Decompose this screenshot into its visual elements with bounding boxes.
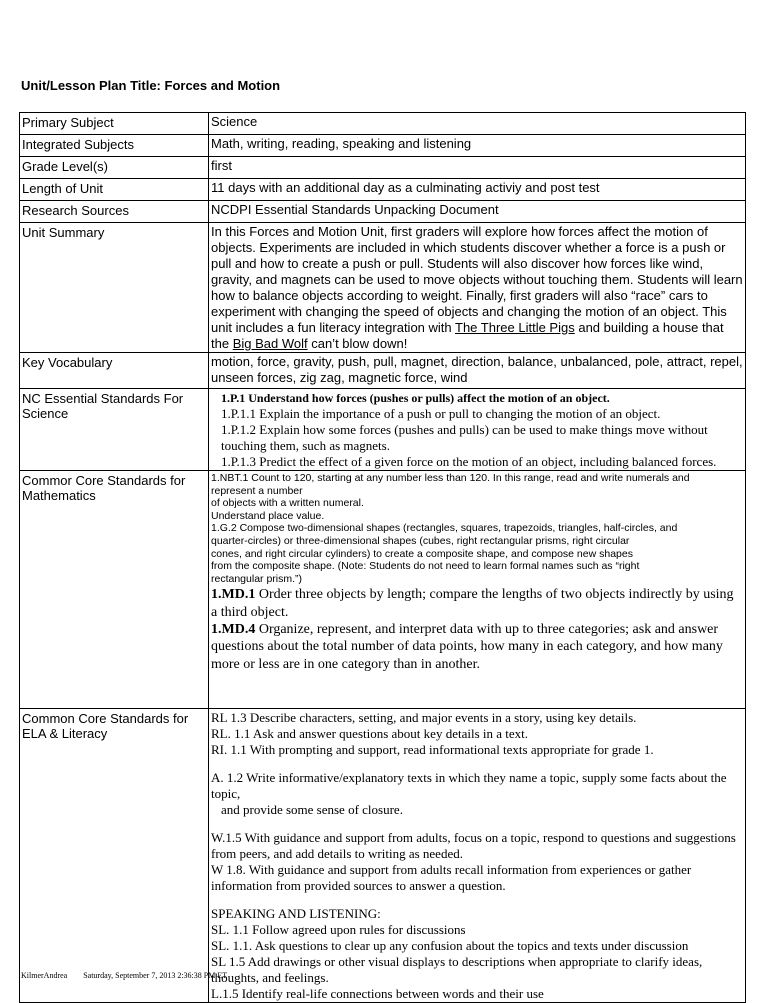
math-line: of objects with a written numeral. (211, 497, 364, 510)
math-line: quarter-circles) or three-dimensional shapes (cubes, right rectangular prisms, right circular (211, 534, 630, 547)
math-line: represent a number (211, 484, 303, 497)
ela-line: and provide some sense of closure. (221, 802, 403, 817)
row-value-math-standards (209, 471, 746, 709)
ela-heading: SPEAKING AND LISTENING: (211, 906, 381, 921)
page-footer (21, 971, 241, 980)
summary-text: and building a house that the (211, 320, 724, 351)
standard-code: 1.MD.1 (211, 587, 256, 603)
row-value-primary-subject: Science (209, 113, 746, 135)
row-value-grade-level: first (209, 157, 746, 179)
ela-line: SL. 1.1 Follow agreed upon rules for discussions (211, 922, 466, 937)
ela-line: W.1.5 With guidance and support from adults, focus on a topic, respond to questions and suggestions from peers, and add details to writing as needed. (211, 830, 736, 861)
table-row (20, 135, 746, 157)
table-row (20, 709, 746, 1003)
table-row (20, 113, 746, 135)
footer-timestamp: Saturday, September 7, 2013 2:36:38 PM ET (83, 971, 228, 980)
table-row (20, 157, 746, 179)
ela-line: W 1.8. With guidance and support from adults recall information from experiences or gather information from provided sources to answer a question. (211, 862, 692, 893)
math-line: from the composite shape. (Note: Students do not need to learn formal names such as “right (211, 560, 640, 573)
villain-name: Big Bad Wolf (232, 336, 308, 351)
table-row (20, 201, 746, 223)
table-row (20, 389, 746, 471)
ela-line: A. 1.2 Write informative/explanatory texts in which they name a topic, supply some facts about the topic, (211, 770, 727, 801)
row-label-research-sources: Research Sources (20, 201, 209, 223)
standard-item: 1.P.1.1 Explain the importance of a push or pull to changing the motion of an object. (221, 406, 661, 421)
row-value-length-of-unit: 11 days with an additional day as a culminating activiy and post test (209, 179, 746, 201)
row-value-ela-standards (209, 709, 746, 1003)
ela-line: SL 1.5 Add drawings or other visual displays to descriptions when appropriate to clarify ideas, thoughts, and feelings. (211, 954, 703, 985)
standard-text: Organize, represent, and interpret data with up to three categories; ask and answer questions about the total number of data points, how many in each category, and how many more or less are in one category than in another. (211, 621, 723, 672)
table-row (20, 179, 746, 201)
ela-line: RL. 1.1 Ask and answer questions about key details in a text. (211, 726, 529, 741)
page-title: Unit/Lesson Plan Title: Forces and Motion (21, 78, 281, 93)
ela-line: L.1.5 Identify real-life connections between words and their use (211, 986, 544, 1001)
row-value-key-vocabulary: motion, force, gravity, push, pull, magnet, direction, balance, unbalanced, pole, attract, repel, unseen forces, zig zag, magnetic force, wind (209, 353, 746, 389)
row-label-unit-summary: Unit Summary (20, 223, 209, 353)
standard-item: 1.P.1.3 Predict the effect of a given force on the motion of an object, including balanced forces. (221, 454, 717, 469)
standard-item: 1.P.1.2 Explain how some forces (pushes and pulls) can be used to make things move without touching them, such as magnets. (221, 422, 708, 453)
ela-line: RL 1.3 Describe characters, setting, and major events in a story, using key details. (211, 710, 637, 725)
math-standard-md1 (211, 586, 743, 621)
row-label-length-of-unit: Length of Unit (20, 179, 209, 201)
table-row (20, 471, 746, 709)
row-value-research-sources: NCDPI Essential Standards Unpacking Document (209, 201, 746, 223)
standard-text: Order three objects by length; compare the lengths of two objects indirectly by using a third object. (211, 587, 734, 620)
row-label-key-vocabulary: Key Vocabulary (20, 353, 209, 389)
row-value-unit-summary (209, 223, 746, 353)
row-value-integrated-subjects: Math, writing, reading, speaking and listening (209, 135, 746, 157)
row-label-math-standards: Commor Core Standards for Mathematics (20, 471, 209, 709)
lesson-plan-table (19, 112, 746, 1003)
table-row (20, 223, 746, 353)
footer-author: KilmerAndrea (21, 971, 68, 980)
ela-line: SL. 1.1. Ask questions to clear up any confusion about the topics and texts under discussion (211, 938, 689, 953)
summary-text: can’t blow down! (307, 336, 408, 351)
row-label-ela-standards: Common Core Standards for ELA & Literacy (20, 709, 209, 1003)
math-line: rectangular prism.”) (211, 572, 303, 585)
math-line: 1.NBT.1 Count to 120, starting at any number less than 120. In this range, read and write numerals and (211, 472, 690, 484)
standard-heading: 1.P.1 Understand how forces (pushes or pulls) affect the motion of an object. (221, 391, 610, 405)
row-label-primary-subject: Primary Subject (20, 113, 209, 135)
math-standard-md4 (211, 621, 743, 673)
math-line: Understand place value. (211, 509, 325, 522)
row-label-integrated-subjects: Integrated Subjects (20, 135, 209, 157)
summary-text: In this Forces and Motion Unit, first graders will explore how forces affect the motion of objects. Experiments are included in which students discover whether a force is a push or pull and how to create a push or pull. Students will also discover how forces like wind, gravity, and magnets can be used to move objects without touching them. Students will learn how to balance objects according to weight. Finally, first graders will also “race” cars to experiment with changing the speed of objects and changing the motion of an object. This unit includes a fun literacy integration with (211, 224, 743, 335)
row-label-nc-standards: NC Essential Standards For Science (20, 389, 209, 471)
standard-code: 1.MD.4 (211, 621, 256, 637)
book-title: The Three Little Pigs (455, 320, 575, 335)
row-value-nc-standards (209, 389, 746, 471)
row-label-grade-level: Grade Level(s) (20, 157, 209, 179)
table-row (20, 353, 746, 389)
math-line: 1.G.2 Compose two-dimensional shapes (rectangles, squares, trapezoids, triangles, half-circles, and (211, 522, 678, 535)
math-line: cones, and right circular cylinders) to create a composite shape, and compose new shapes (211, 547, 633, 560)
ela-line: RI. 1.1 With prompting and support, read informational texts appropriate for grade 1. (211, 742, 654, 757)
